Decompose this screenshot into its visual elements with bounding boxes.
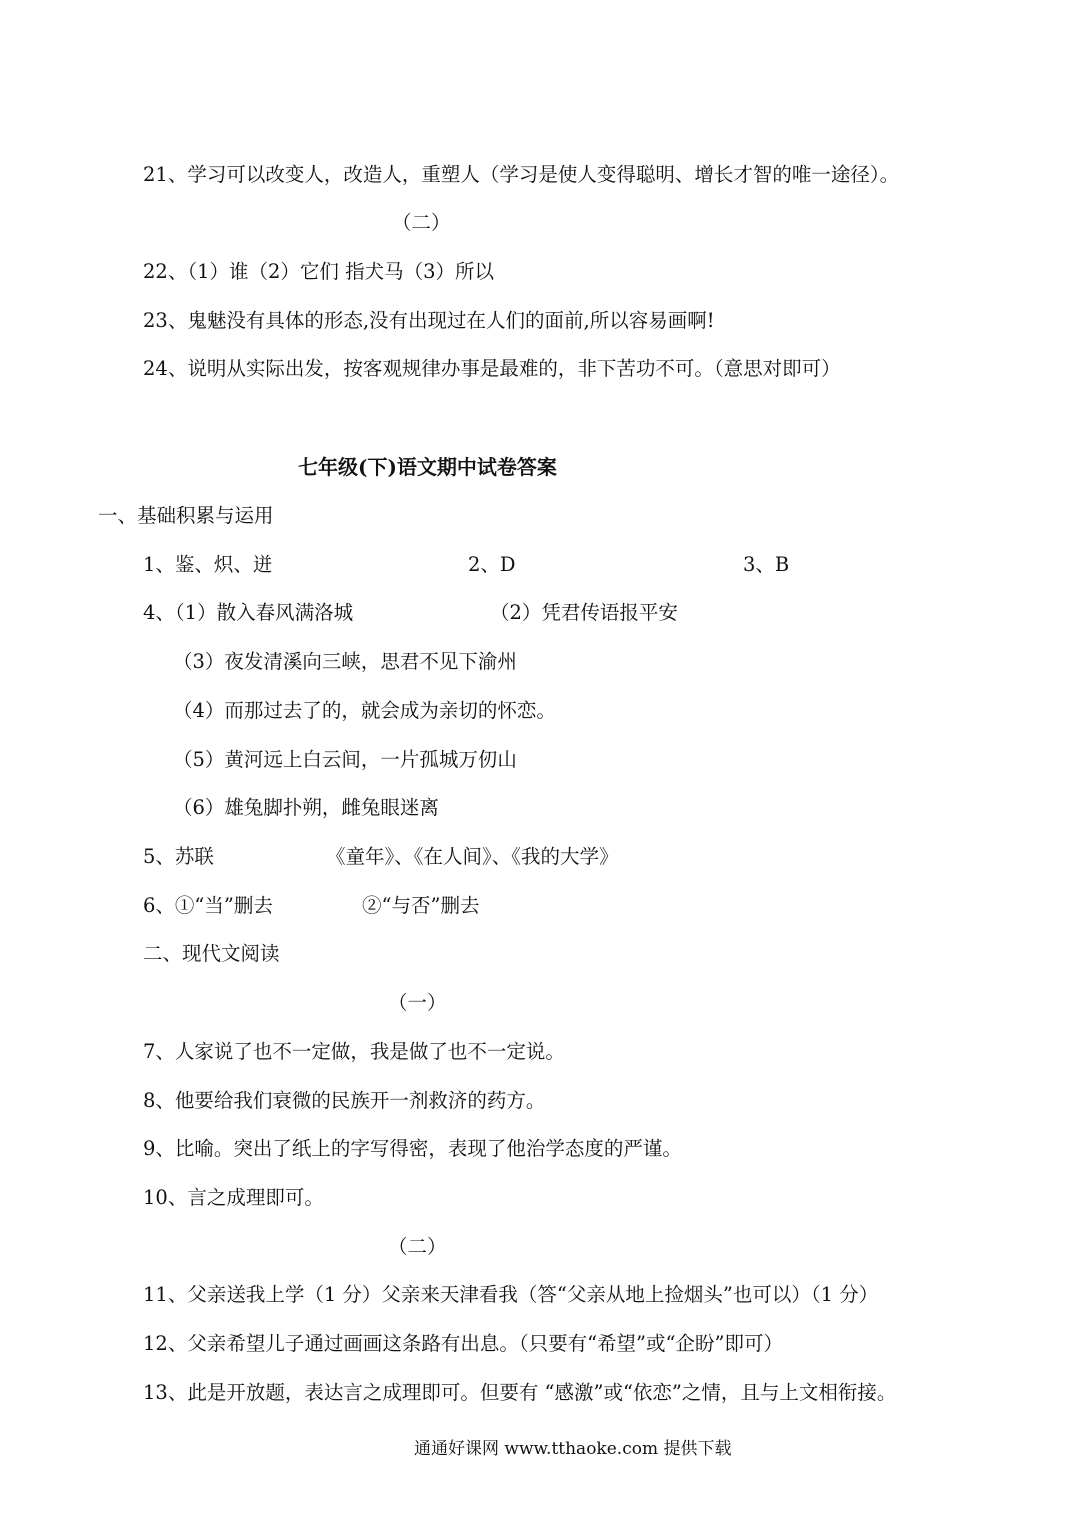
answer-22: 22、（1）谁（2）它们 指犬马（3）所以: [143, 260, 494, 283]
answer-24: 24、说明从实际出发，按客观规律办事是最难的，非下苦功不可。（意思对即可）: [143, 357, 841, 380]
answer-10: 10、言之成理即可。: [143, 1186, 324, 1209]
part1-heading: 一、基础积累与运用: [98, 504, 274, 527]
answer-21: 21、学习可以改变人，改造人，重塑人（学习是使人变得聪明、增长才智的唯一途径）。: [143, 163, 900, 186]
answer-5-country: 5、苏联: [143, 845, 214, 868]
subheading-2-top: （二）: [392, 211, 451, 234]
answer-13: 13、此是开放题，表达言之成理即可。但要有 “感激”或“依恋”之情，且与上文相衔接。: [143, 1381, 897, 1404]
answer-4-3: （3）夜发清溪向三峡，思君不见下渝州: [173, 650, 517, 673]
answer-1: 1、鉴、炽、迸: [143, 553, 273, 576]
answer-11: 11、父亲送我上学（1 分）父亲来天津看我（答“父亲从地上捡烟头”也可以）（1 分）: [143, 1283, 879, 1306]
part2-heading: 二、现代文阅读: [143, 942, 280, 965]
answer-6-b: ②“与否”删去: [362, 894, 480, 917]
answer-8: 8、他要给我们衰微的民族开一剂救济的药方。: [143, 1089, 546, 1112]
page-footer: 通通好课网 www.tthaoke.com 提供下载: [414, 1439, 732, 1459]
answer-4-2: （2）凭君传语报平安: [490, 601, 678, 624]
answer-4-6: （6）雄兔脚扑朔，雌兔眼迷离: [173, 796, 439, 819]
answer-23: 23、鬼魅没有具体的形态,没有出现过在人们的面前,所以容易画啊!: [143, 309, 715, 332]
answer-4-1: 4、（1）散入春风满洛城: [143, 601, 354, 624]
answer-6-a: 6、①“当”删去: [143, 894, 273, 917]
answer-12: 12、父亲希望儿子通过画画这条路有出息。（只要有“希望”或“企盼”即可）: [143, 1332, 783, 1355]
answer-5-works: 《童年》、《在人间》、《我的大学》: [326, 845, 619, 868]
answer-4-4: （4）而那过去了的，就会成为亲切的怀恋。: [173, 699, 556, 722]
answer-3: 3、B: [743, 553, 790, 576]
answer-9: 9、比喻。突出了纸上的字写得密，表现了他治学态度的严谨。: [143, 1137, 682, 1160]
answer-2: 2、D: [468, 553, 516, 576]
subheading-2: （二）: [388, 1235, 447, 1258]
subheading-1: （一）: [388, 991, 447, 1014]
page-title: 七年级(下)语文期中试卷答案: [298, 455, 557, 479]
answer-4-5: （5）黄河远上白云间，一片孤城万仞山: [173, 748, 517, 771]
answer-7: 7、人家说了也不一定做，我是做了也不一定说。: [143, 1040, 565, 1063]
